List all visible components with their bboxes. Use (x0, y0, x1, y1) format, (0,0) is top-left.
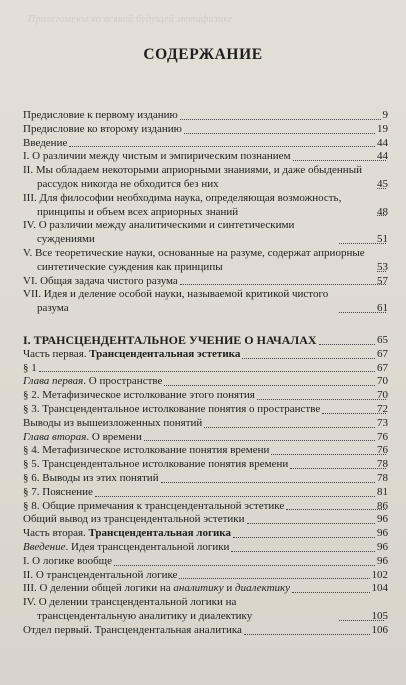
toc-entry-text: IV. О различии между аналитическими и синтетическими суждениями (23, 219, 295, 246)
toc-entry-page: 81 (377, 485, 388, 498)
toc-entry-text: § 6. Выводы из этих понятий (23, 471, 159, 484)
toc-entry-page: 106 (371, 623, 388, 636)
toc-entry-text: I. О различии между чистым и эмпирическим познанием (23, 150, 291, 163)
toc-entry-text: III. О делении общей логики на аналитику и диалектику (23, 582, 291, 595)
toc-entry-s8[interactable]: § 8. Общие примечания к трансцендентальной эстетике 86 (23, 499, 388, 512)
toc-entry-text: II. Мы обладаем некоторыми априорными знаниями, и даже обыденный рассудок никогда не обходится без них (23, 164, 362, 190)
toc-entry-page: 73 (377, 416, 388, 429)
toc-entry-text: I. ТРАНСЦЕНДЕНТАЛЬНОЕ УЧЕНИЕ О НАЧАЛАХ (23, 333, 317, 347)
toc-entry-text: Введение. Идея трансцендентальной логики (23, 540, 230, 553)
toc-entry-text: Предисловие ко второму изданию (23, 122, 182, 135)
toc-entry-general-conclusion[interactable] (23, 513, 388, 527)
leader-dots (271, 454, 386, 455)
toc-entry-s6[interactable] (23, 472, 388, 486)
toc-entry-page: 65 (377, 334, 388, 346)
toc-entry-logic-4[interactable] (23, 596, 388, 624)
toc-entry-page: 9 (382, 109, 388, 121)
toc-entry-s3[interactable]: § 3. Трансцендентальное истолкование понятия о пространстве 72 (23, 402, 388, 415)
leader-dots (257, 399, 386, 400)
toc-entry-text: Часть вторая. Трансцендентальная логика (23, 527, 231, 540)
toc-front-matter (23, 109, 388, 316)
page-title: СОДЕРЖАНИЕ (143, 46, 263, 63)
toc-entry-page: 96 (377, 554, 388, 567)
toc-entry-text: III. Для философии необходима наука, определяющая возможность, принципы и объем всех априорных знаний (23, 191, 342, 218)
toc-entry-s4[interactable]: § 4. Метафизическое истолкование понятия времени 76 (23, 444, 388, 457)
toc-entry-text: VII. Идея и деление особой науки, называемой критикой чистого разума (23, 288, 329, 315)
toc-entry-text: I. О логике вообще (23, 554, 113, 567)
leader-dots (204, 427, 375, 428)
toc-entry-s1[interactable] (23, 362, 388, 376)
leader-dots (319, 344, 375, 345)
toc-entry-page: 76 (377, 430, 388, 443)
toc-entry[interactable]: IV. О различии между аналитическими и синтетическими суждениями 51 (23, 219, 388, 246)
leader-dots (233, 537, 375, 538)
toc-entry-text: Общий вывод из трансцендентальной эстетики (23, 513, 245, 526)
leader-dots (179, 578, 369, 579)
toc-entry-page: 96 (377, 540, 388, 553)
leader-dots (95, 496, 375, 497)
toc-entry-text: Часть первая. Трансцендентальная эстетика (23, 347, 241, 360)
toc-entry-text: V. Все теоретические науки, основанные на разуме, содержат априорные синтетические суждения как принципы (23, 246, 365, 273)
toc-entry-page: 19 (377, 122, 388, 135)
leader-dots (242, 358, 375, 359)
toc-entry-text: Отдел первый. Трансцендентальная аналитика (23, 623, 242, 636)
toc-entry-part-two[interactable] (23, 527, 388, 541)
toc-entry[interactable]: VI. Общая задача чистого разума 57 (23, 274, 388, 287)
toc-entry-page: 67 (377, 361, 388, 374)
toc-entry-division-one[interactable] (23, 624, 388, 638)
leader-dots (144, 440, 375, 441)
toc-entry-page: 78 (377, 471, 388, 484)
bleed-through-text: Пролегомены ко всякой будущей метафизике (28, 14, 233, 25)
toc-entry-doctrine[interactable] (23, 334, 388, 348)
toc-entry-text: Глава вторая. О времени (23, 430, 142, 443)
toc-entry-page: 102 (371, 568, 388, 581)
toc-entry-text: Глава первая. О пространстве (23, 375, 163, 388)
toc-entry[interactable] (23, 137, 388, 151)
toc-entry-text: § 2. Метафизическое истолкование этого понятия (23, 389, 255, 402)
toc-entry-s7[interactable] (23, 486, 388, 500)
toc-entry[interactable] (23, 123, 388, 137)
toc-entry-logic-1[interactable] (23, 555, 388, 569)
leader-dots (286, 509, 386, 510)
toc-entry[interactable]: II. Мы обладаем некоторыми априорными знаниями, и даже обыденный рассудок никогда не обходится без них 45 (23, 164, 388, 190)
toc-entry-logic-2[interactable] (23, 569, 388, 583)
leader-dots (164, 385, 375, 386)
leader-dots (180, 284, 386, 285)
leader-dots (247, 523, 375, 524)
toc-entry-page: 105 (371, 609, 388, 622)
toc-entry-page: 96 (377, 513, 388, 526)
toc-entry[interactable]: III. Для философии необходима наука, определяющая возможность, принципы и объем всех априорных знаний 48 (23, 191, 388, 218)
toc-entry-text: Введение (23, 136, 68, 149)
toc-entry-logic-3[interactable] (23, 582, 388, 596)
toc-entry-page: 104 (371, 582, 388, 595)
toc-entry-chapter-two[interactable] (23, 431, 388, 445)
toc-entry-text: § 8. Общие примечания к трансцендентальной эстетике (23, 499, 285, 512)
toc-main-part (23, 334, 388, 638)
toc-entry[interactable]: VII. Идея и деление особой науки, называемой критикой чистого разума 61 (23, 288, 388, 315)
toc-entry-conclusions[interactable] (23, 417, 388, 431)
toc-entry-s2[interactable]: § 2. Метафизическое истолкование этого понятия 70 (23, 389, 388, 402)
toc-entry-page: 67 (377, 347, 388, 360)
toc-entry-text: II. О трансцендентальной логике (23, 568, 178, 581)
leader-dots (244, 634, 370, 635)
leader-dots (161, 482, 375, 483)
leader-dots (39, 371, 375, 372)
toc-entry-chapter-one[interactable] (23, 375, 388, 389)
toc-entry[interactable] (23, 109, 388, 123)
toc-entry-part-one[interactable] (23, 348, 388, 362)
toc-entry-text: § 3. Трансцендентальное истолкование понятия о пространстве (23, 402, 321, 415)
toc-entry-s5[interactable]: § 5. Трансцендентальное истолкование понятия времени 78 (23, 458, 388, 471)
toc-entry-text: Предисловие к первому изданию (23, 109, 178, 121)
toc-entry-page: 44 (377, 136, 388, 149)
toc-entry-text: § 5. Трансцендентальное истолкование понятия времени (23, 458, 289, 471)
leader-dots (180, 119, 381, 120)
leader-dots (114, 565, 375, 566)
toc-entry-text: § 4. Метафизическое истолкование понятия времени (23, 444, 270, 457)
toc-entry-page: 96 (377, 527, 388, 540)
toc-entry-text: § 1 (23, 361, 37, 374)
toc-entry-text: IV. О делении трансцендентальной логики на трансцендентальную аналитику и диалектику (23, 596, 253, 622)
leader-dots (292, 592, 369, 593)
toc-entry-text: VI. Общая задача чистого разума (23, 274, 178, 287)
toc-entry[interactable]: I. О различии между чистым и эмпирическим познанием 44 (23, 150, 388, 163)
toc-entry[interactable]: V. Все теоретические науки, основанные на разуме, содержат априорные синтетические суждения как принципы 53 (23, 246, 388, 273)
toc-entry-text: § 7. Пояснение (23, 485, 93, 498)
toc-entry-page: 70 (377, 375, 388, 388)
leader-dots (69, 146, 375, 147)
leader-dots (231, 551, 375, 552)
leader-dots (293, 160, 386, 161)
leader-dots (290, 468, 386, 469)
toc-entry-logic-intro[interactable] (23, 541, 388, 555)
leader-dots (184, 133, 375, 134)
toc-entry-text: Выводы из вышеизложенных понятий (23, 416, 203, 429)
